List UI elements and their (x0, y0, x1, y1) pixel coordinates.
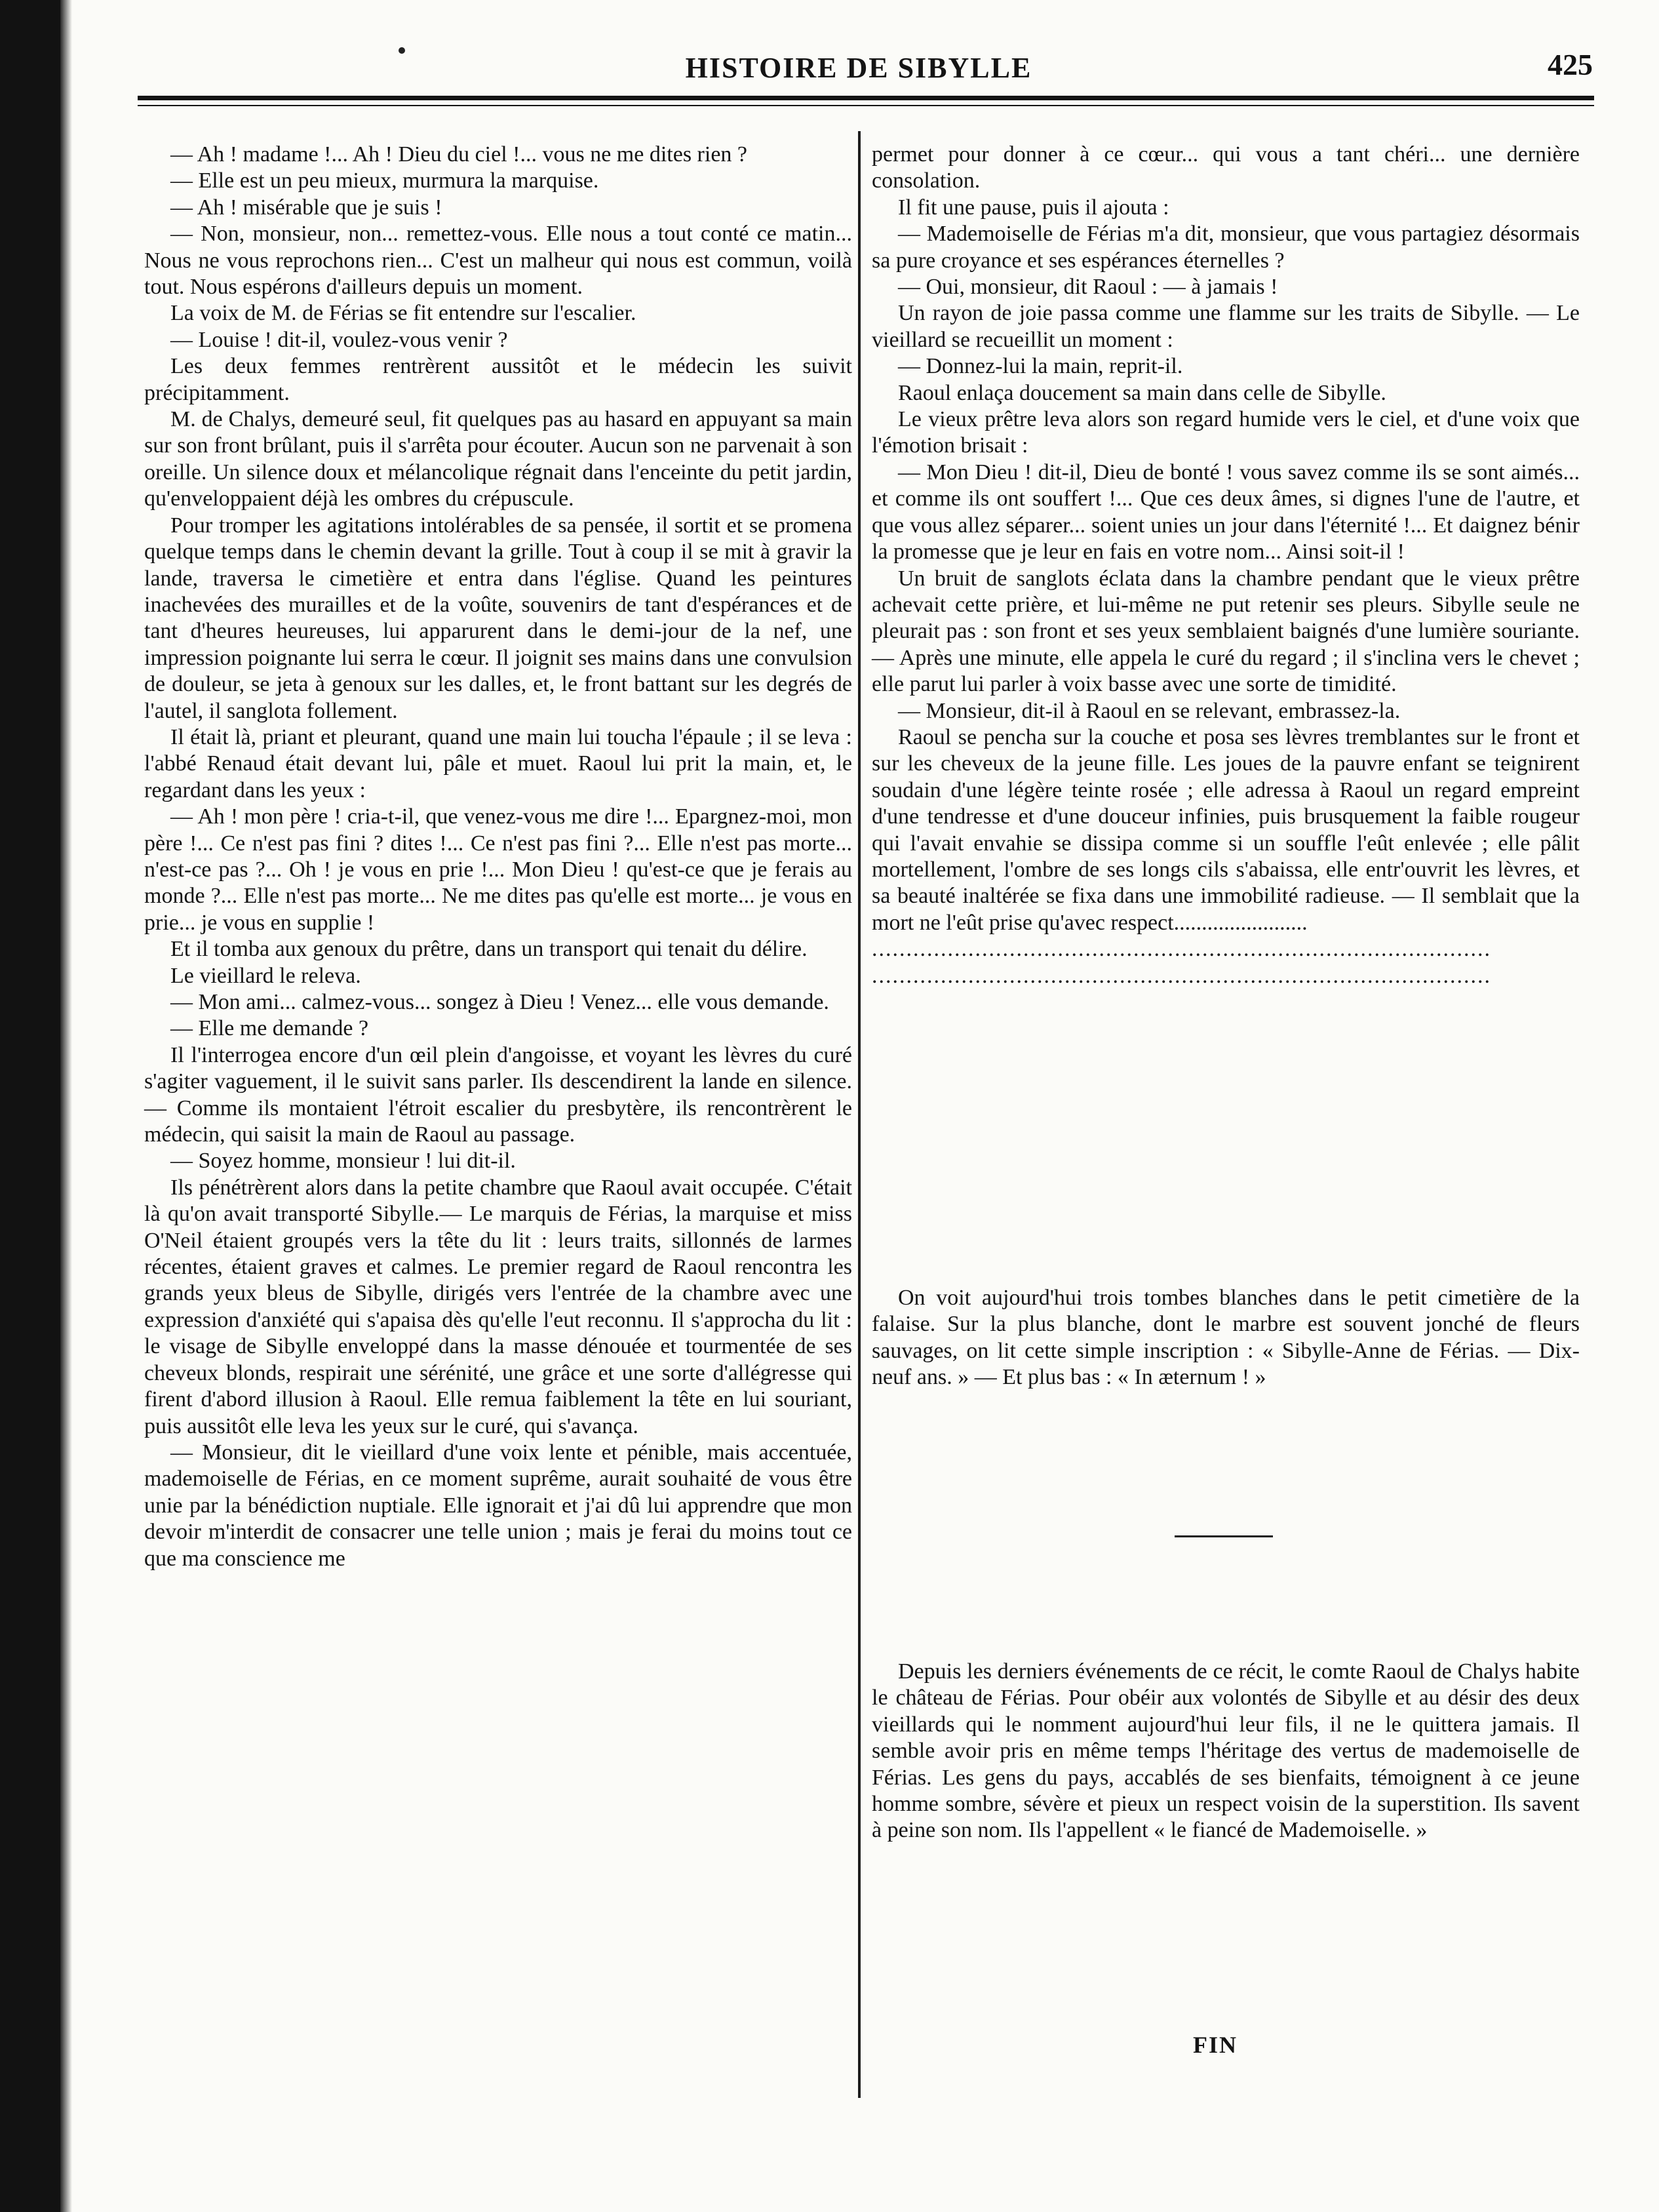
header-rule-thick (138, 96, 1594, 100)
running-header-title: HISTOIRE DE SIBYLLE (685, 52, 1032, 84)
paragraph: — Elle me demande ? (170, 1016, 369, 1041)
paragraph: Et il tomba aux genoux du prêtre, dans un transport qui tenait du délire. (170, 937, 808, 962)
paragraph: Ils pénétrèrent alors dans la petite chambre que Raoul avait occupée. C'était là qu'on avait transporté Sibylle.— Le marquis de Férias, la marquise et miss O'Neil étaient groupés vers la tête du lit : leurs traits, sillonnés de larmes récentes, étaient graves et calmes. Le premier regard de Raoul rencontra les grands yeux bleus de Sibylle, dirigés vers l'entrée de la chambre avec une expression d'anxiété qui s'apaisa dès qu'elle l'eut reconnu. Il s'approcha du lit : le visage de Sibylle enveloppé dans la masse dénouée et tourmentée de ses cheveux blonds, respirait une sérénité, une grâce et une sorte d'allégresse qui firent d'abord illusion à Raoul. Elle remua faiblement la tête en lui souriant, puis aussitôt elle leva les yeux sur le curé, qui s'avança. (144, 1175, 852, 1438)
paragraph: Raoul enlaça doucement sa main dans celle de Sibylle. (898, 380, 1386, 405)
paragraph: Il fit une pause, puis il ajouta : (898, 195, 1169, 220)
header-rule-thin (138, 105, 1594, 106)
paragraph: Il l'interrogea encore d'un œil plein d'angoisse, et voyant les lèvres du curé s'agiter vaguement, il le suivit sans parler. Ils descendirent la lande en silence. — Comme ils montaient l'étroit escalier du presbytère, ils rencontrèrent le médecin, qui saisit la main de Raoul au passage. (144, 1042, 852, 1147)
paragraph: — Soyez homme, monsieur ! lui dit-il. (170, 1149, 516, 1174)
section-separator (1175, 1535, 1273, 1537)
binding-shadow (0, 0, 60, 2212)
paragraph: Le vieux prêtre leva alors son regard humide vers le ciel, et d'une voix que l'émotion brisait : (872, 407, 1580, 458)
paragraph: permet pour donner à ce cœur... qui vous a tant chéri... une dernière consolation. (872, 142, 1580, 193)
paragraph: Les deux femmes rentrèrent aussitôt et le médecin les suivit précipitamment. (144, 354, 852, 405)
epilogue-paragraph-raoul (872, 1659, 1580, 1844)
paragraph: — Mademoiselle de Férias m'a dit, monsieur, que vous partagiez désormais sa pure croyance et ses espérances éternelles ? (872, 222, 1580, 273)
paragraph: — Ah ! misérable que je suis ! (170, 195, 442, 220)
paragraph: — Non, monsieur, non... remettez-vous. Elle nous a tout conté ce matin... Nous ne vous reprochons rien... C'est un malheur qui nous est commun, voilà tout. Nous espérons d'ailleurs depuis un moment. (144, 222, 852, 300)
paragraph: — Monsieur, dit le vieillard d'une voix lente et pénible, mais accentuée, mademoiselle de Férias, en ce moment suprême, aurait souhaité de vous être unie par la bénédiction nuptiale. Elle ignorait et j'ai dû lui apprendre que mon devoir m'interdit de consacrer une telle union ; mais je ferai du moins tout ce que ma conscience me (144, 1440, 852, 1571)
paragraph: Raoul se pencha sur la couche et posa ses lèvres tremblantes sur le front et sur les cheveux de la jeune fille. Les joues de la pauvre enfant se teignirent soudain d'une légère teinte rosée ; elle adressa à Raoul un regard empreint d'une tendresse et d'une douceur infinies, puis brusquement la faible rougeur qui l'avait envahie se dissipa comme si un souffle l'eût enlevée ; elle pâlit mortellement, l'ombre de ses longs cils s'abaissa, elle entr'ouvrit les lèvres, et sa beauté inaltérée se fixa dans une immobilité radieuse. — Il semblait que la mort ne l'eût prise qu'avec respect........................ (872, 724, 1580, 935)
page-number: 425 (1548, 48, 1593, 81)
paragraph: — Ah ! mon père ! cria-t-il, que venez-vous me dire !... Epargnez-moi, mon père !... Ce n'est pas fini ? dites !... Ce n'est pas fini ?... Elle n'est pas morte... n'est-ce pas ?... Oh ! je vous en prie !... Mon Dieu ! qu'est-ce que je ferais au monde ?... Elle n'est pas morte... Ne me dites pas qu'elle est morte... je vous en prie... je vous en supplie ! (144, 804, 852, 935)
paragraph: Un bruit de sanglots éclata dans la chambre pendant que le vieux prêtre achevait cette prière, et lui-même ne put retenir ses pleurs. Sibylle seule ne pleurait pas : son front et ses yeux semblaient baignés d'une lumière souriante. — Après une minute, elle appela le curé du regard ; il s'inclina vers le chevet ; elle parut lui parler à voix basse avec une sorte de timidité. (872, 566, 1580, 697)
paragraph: — Oui, monsieur, dit Raoul : — à jamais ! (898, 275, 1278, 300)
right-text-column (872, 142, 1580, 989)
paragraph: Un rayon de joie passa comme une flamme sur les traits de Sibylle. — Le vieillard se recueillit un moment : (872, 301, 1580, 352)
end-mark: FIN (1193, 2032, 1238, 2058)
left-text-column (144, 142, 852, 1572)
paragraph: La voix de M. de Férias se fit entendre sur l'escalier. (170, 301, 636, 326)
paragraph: — Donnez-lui la main, reprit-il. (898, 354, 1183, 379)
paragraph: Le vieillard le releva. (170, 963, 361, 988)
ellipsis-line: .......................................................................................... (872, 937, 1491, 962)
print-speck (399, 47, 405, 54)
epilogue-paragraph-tombs (872, 1285, 1580, 1391)
paragraph: — Ah ! madame !... Ah ! Dieu du ciel !... vous ne me dites rien ? (170, 142, 747, 167)
paragraph: — Monsieur, dit-il à Raoul en se relevant, embrassez-la. (898, 698, 1401, 723)
paragraph: — Mon ami... calmez-vous... songez à Dieu ! Venez... elle vous demande. (170, 990, 829, 1014)
binding-shadow-fade (60, 0, 72, 2212)
paragraph: Il était là, priant et pleurant, quand une main lui toucha l'épaule ; il se leva : l'abbé Renaud était devant lui, pâle et muet. Raoul lui prit la main, et, le regardant dans les yeux : (144, 724, 852, 802)
ellipsis-line: .......................................................................................... (872, 963, 1491, 988)
paragraph: On voit aujourd'hui trois tombes blanches dans le petit cimetière de la falaise. Sur la plus blanche, dont le marbre est souvent jonché de fleurs sauvages, on lit cette simple inscription : « Sibylle-Anne de Férias. — Dix-neuf ans. » — Et plus bas : « In æternum ! » (872, 1286, 1580, 1390)
column-divider (858, 131, 861, 2098)
paragraph: Pour tromper les agitations intolérables de sa pensée, il sortit et se promena quelque temps dans le chemin devant la grille. Tout à coup il se mit à gravir la lande, traversa le cimetière et entra dans l'église. Quand les peintures inachevées des murailles et de la voûte, souvenirs de tant d'espérances et de tant d'heures heureuses, lui apparurent dans le demi-jour de la nef, une impression poignante lui serra le cœur. Il joignit ses mains dans une convulsion de douleur, se jeta à genoux sur les dalles, et, le front battant sur les degrés de l'autel, il sanglota follement. (144, 513, 852, 723)
paragraph: — Elle est un peu mieux, murmura la marquise. (170, 168, 599, 193)
paragraph: — Louise ! dit-il, voulez-vous venir ? (170, 327, 508, 352)
paragraph: M. de Chalys, demeuré seul, fit quelques pas au hasard en appuyant sa main sur son front brûlant, puis il s'arrêta pour écouter. Aucun son ne parvenait à son oreille. Un silence doux et mélancolique régnait dans l'enceinte du petit jardin, qu'enveloppaient déjà les ombres du crépuscule. (144, 407, 852, 511)
paragraph: — Mon Dieu ! dit-il, Dieu de bonté ! vous savez comme ils se sont aimés... et comme ils ont souffert !... Que ces deux âmes, si dignes l'une de l'autre, et que vous allez séparer... soient unies un jour dans l'éternité !... Et daignez bénir la promesse que je leur en fais en votre nom... Ainsi soit-il ! (872, 460, 1580, 564)
paragraph: Depuis les derniers événements de ce récit, le comte Raoul de Chalys habite le château de Férias. Pour obéir aux volontés de Sibylle et au désir des deux vieillards qui le nomment aujourd'hui leur fils, il ne le quittera jamais. Il semble avoir pris en même temps l'héritage des vertus de mademoiselle de Férias. Les gens du pays, accablés de ses bienfaits, témoignent à ce jeune homme sombre, sévère et pieux un respect voisin de la superstition. Ils savent à peine son nom. Ils l'appellent « le fiancé de Mademoiselle. » (872, 1659, 1580, 1843)
